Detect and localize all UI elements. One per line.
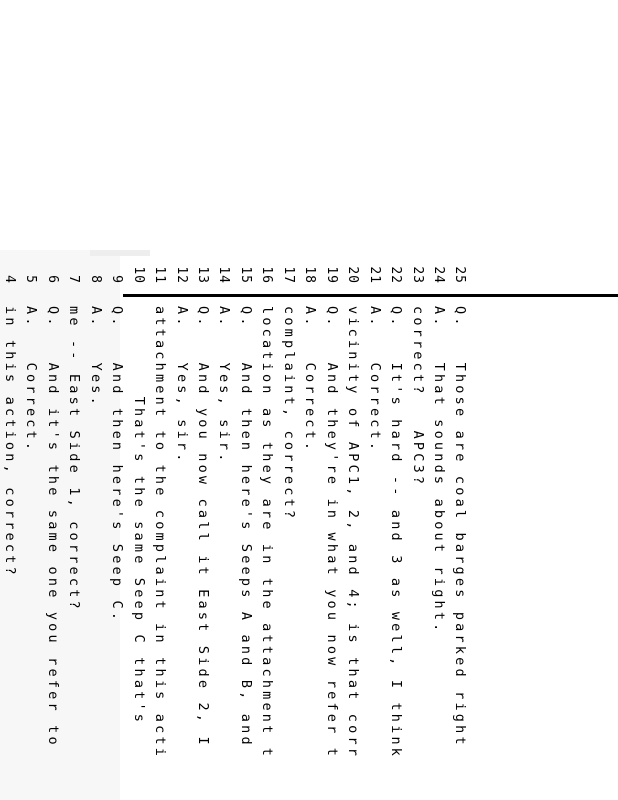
testimony-line: in this action, correct?	[2, 306, 18, 578]
testimony-line: complaint, correct?	[280, 306, 297, 522]
line-number: 21	[366, 266, 382, 284]
testimony-line: attachment to the complaint in this acti	[152, 306, 169, 760]
line-number: 5	[23, 275, 39, 284]
line-number: 4	[2, 275, 17, 284]
testimony-line: Q. And they're in what you now refer t	[323, 306, 340, 760]
line-number: 15	[237, 266, 253, 284]
line-number: 12	[173, 266, 189, 284]
line-number: 6	[44, 275, 60, 284]
line-number: 19	[323, 266, 339, 284]
testimony-line: Q. Those are coal barges parked right	[452, 306, 469, 748]
line-number: 11	[152, 266, 168, 284]
line-number: 22	[388, 266, 404, 284]
line-number: 14	[216, 266, 232, 284]
line-number: 13	[195, 266, 211, 284]
line-number: 8	[87, 275, 103, 284]
testimony-line: location as they are in the attachment t	[259, 306, 276, 760]
line-number: 10	[130, 266, 146, 284]
testimony-line: Q. And you now call it East Side 2, I	[195, 306, 212, 748]
testimony-line: A. Correct.	[302, 306, 319, 454]
line-number: 20	[345, 266, 361, 284]
line-number: 23	[409, 266, 425, 284]
line-number: 7	[66, 275, 82, 284]
line-number: 9	[109, 275, 125, 284]
line-number: 17	[280, 266, 296, 284]
testimony-line: A. Yes.	[87, 306, 104, 408]
testimony-line: A. That sounds about right.	[431, 306, 447, 635]
testimony-line: That's the same Seep C that's	[130, 306, 147, 726]
line-number: 25	[452, 266, 468, 284]
testimony-line: correct? APC3?	[409, 306, 426, 488]
testimony-line: me -- East Side 1, correct?	[66, 306, 83, 612]
testimony-line: A. Yes, sir.	[216, 306, 233, 465]
testimony-line: Q. And it's the same one you refer to	[44, 306, 61, 748]
left-margin-rule	[123, 294, 618, 297]
testimony-line: Q. And then here's Seep C.	[109, 306, 126, 624]
line-number: 16	[259, 266, 275, 284]
testimony-line: Q. It's hard -- and 3 as well, I think	[388, 306, 405, 760]
testimony-line: A. Correct.	[23, 306, 40, 454]
testimony-line: A. Yes, sir.	[173, 306, 190, 465]
line-number: 24	[431, 266, 446, 284]
testimony-line: Q. And then here's Seeps A and B, and	[237, 306, 254, 748]
line-number: 18	[302, 266, 318, 284]
testimony-line: A. Correct.	[366, 306, 383, 454]
testimony-line: vicinity of APC1, 2, and 4; is that corr	[345, 306, 362, 760]
